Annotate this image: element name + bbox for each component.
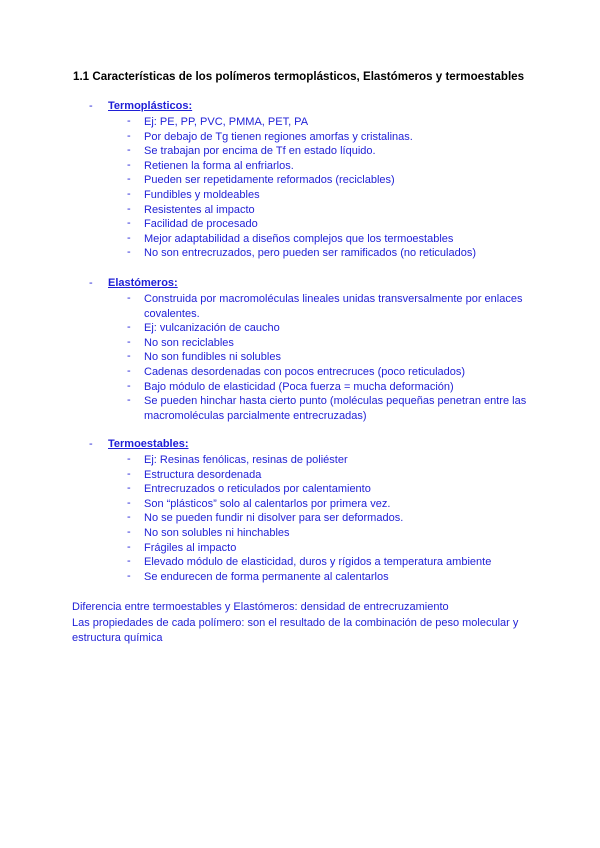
list-item-text: Estructura desordenada bbox=[144, 468, 262, 481]
bullet-dash: - bbox=[127, 292, 131, 304]
list-item-text: No son entrecruzados, pero pueden ser ramificados (no reticulados) bbox=[144, 247, 477, 260]
list-item bbox=[0, 468, 600, 483]
bullet-dash: - bbox=[127, 540, 131, 553]
list-item-text: Cadenas desordenadas con pocos entrecruces (poco reticulados) bbox=[144, 365, 466, 378]
bullet-dash: - bbox=[127, 173, 131, 186]
list-item bbox=[0, 555, 600, 570]
section-heading bbox=[0, 277, 600, 292]
bullet-dash: - bbox=[127, 379, 131, 392]
section-title: Elastómeros: bbox=[108, 277, 178, 289]
bullet-dash: - bbox=[127, 555, 131, 568]
bullet-dash: - bbox=[127, 246, 131, 259]
list-item bbox=[0, 526, 600, 541]
list-item bbox=[0, 497, 600, 512]
list-item bbox=[0, 203, 600, 218]
bullet-dash: - bbox=[127, 394, 131, 407]
bullet-dash: - bbox=[127, 144, 131, 157]
list-item bbox=[0, 365, 600, 380]
list-item bbox=[0, 541, 600, 556]
list-item bbox=[0, 570, 600, 585]
bullet-dash: - bbox=[127, 129, 131, 142]
list-item-text: Se endurecen de forma permanente al calentarlos bbox=[144, 570, 389, 583]
bullet-dash: - bbox=[127, 569, 131, 582]
bullet-dash: - bbox=[127, 115, 131, 127]
list-item-text: Facilidad de procesado bbox=[144, 218, 258, 231]
section-termoplasticos bbox=[0, 100, 600, 261]
list-item-text: Por debajo de Tg tienen regiones amorfas y cristalinas. bbox=[144, 130, 413, 143]
list-item bbox=[0, 380, 600, 395]
bullet-dash: - bbox=[127, 335, 131, 348]
bullet-list bbox=[0, 292, 600, 423]
list-item-text: Se pueden hinchar hasta cierto punto (moléculas pequeñas penetran entre las macromoléculas parcialmente entrecruzadas) bbox=[144, 395, 527, 422]
bullet-dash: - bbox=[127, 187, 131, 200]
list-item-text: No son fundibles ni solubles bbox=[144, 351, 281, 364]
list-item bbox=[0, 350, 600, 365]
list-item-text: Ej: vulcanización de caucho bbox=[144, 322, 280, 335]
list-item bbox=[0, 217, 600, 232]
bullet-dash: - bbox=[127, 496, 131, 509]
bullet-dash: - bbox=[127, 511, 131, 524]
list-item-text: Retienen la forma al enfriarlos. bbox=[144, 159, 294, 172]
list-item bbox=[0, 246, 600, 261]
list-item bbox=[0, 321, 600, 336]
list-item-text: No son solubles ni hinchables bbox=[144, 526, 290, 539]
page-title: 1.1 Características de los polímeros termoplásticos, Elastómeros y termoestables bbox=[73, 70, 525, 83]
list-item-text: Construida por macromoléculas lineales unidas transversalmente por enlaces covalentes. bbox=[144, 293, 523, 320]
list-item-text: Pueden ser repetidamente reformados (reciclables) bbox=[144, 174, 395, 187]
list-item bbox=[0, 173, 600, 188]
bullet-dash: - bbox=[127, 453, 131, 465]
bullet-dash: - bbox=[127, 202, 131, 215]
section-heading bbox=[0, 100, 600, 115]
bullet-dash: - bbox=[127, 525, 131, 538]
dash-marker: - bbox=[89, 438, 93, 450]
list-item-text: Resistentes al impacto bbox=[144, 203, 255, 216]
bullet-dash: - bbox=[127, 231, 131, 244]
list-item-text: Fundibles y moldeables bbox=[144, 188, 260, 201]
list-item-text: Entrecruzados o reticulados por calentamiento bbox=[144, 483, 371, 496]
list-item bbox=[0, 159, 600, 174]
list-item-text: Ej: Resinas fenólicas, resinas de poliéster bbox=[144, 454, 348, 466]
dash-marker: - bbox=[89, 277, 93, 289]
bullet-dash: - bbox=[127, 321, 131, 334]
list-item-text: No se pueden fundir ni disolver para ser deformados. bbox=[144, 512, 404, 525]
list-item-text: No son reciclables bbox=[144, 336, 234, 349]
list-item-text: Bajo módulo de elasticidad (Poca fuerza = mucha deformación) bbox=[144, 380, 454, 393]
summary-notes bbox=[72, 600, 542, 647]
list-item bbox=[0, 130, 600, 145]
section-heading bbox=[0, 438, 600, 453]
bullet-list bbox=[0, 453, 600, 584]
list-item bbox=[0, 511, 600, 526]
bullet-dash: - bbox=[127, 350, 131, 363]
list-item bbox=[0, 292, 600, 321]
bullet-dash: - bbox=[127, 217, 131, 230]
section-title: Termoplásticos: bbox=[108, 100, 193, 112]
list-item-text: Mejor adaptabilidad a diseños complejos que los termoestables bbox=[144, 232, 454, 245]
summary-line: Las propiedades de cada polímero: son el resultado de la combinación de peso molecular y estructura química bbox=[72, 616, 519, 644]
list-item bbox=[0, 394, 600, 423]
list-item bbox=[0, 336, 600, 351]
dash-marker: - bbox=[89, 100, 93, 112]
bullet-dash: - bbox=[127, 482, 131, 495]
list-item bbox=[0, 453, 600, 468]
section-elastomeros bbox=[0, 277, 600, 423]
list-item-text: Frágiles al impacto bbox=[144, 541, 237, 554]
section-termoestables bbox=[0, 438, 600, 584]
list-item-text: Elevado módulo de elasticidad, duros y rígidos a temperatura ambiente bbox=[144, 556, 492, 569]
summary-line: Diferencia entre termoestables y Elastómeros: densidad de entrecruzamiento bbox=[72, 601, 449, 613]
list-item bbox=[0, 232, 600, 247]
list-item-text: Se trabajan por encima de Tf en estado líquido. bbox=[144, 145, 376, 158]
list-item bbox=[0, 188, 600, 203]
bullet-dash: - bbox=[127, 158, 131, 171]
list-item-text: Son “plásticos” solo al calentarlos por primera vez. bbox=[144, 497, 391, 510]
list-item bbox=[0, 482, 600, 497]
list-item bbox=[0, 115, 600, 130]
list-item bbox=[0, 144, 600, 159]
bullet-dash: - bbox=[127, 364, 131, 377]
list-item-text: Ej: PE, PP, PVC, PMMA, PET, PA bbox=[144, 116, 309, 128]
bullet-list bbox=[0, 115, 600, 261]
section-title: Termoestables: bbox=[108, 438, 189, 450]
bullet-dash: - bbox=[127, 467, 131, 480]
